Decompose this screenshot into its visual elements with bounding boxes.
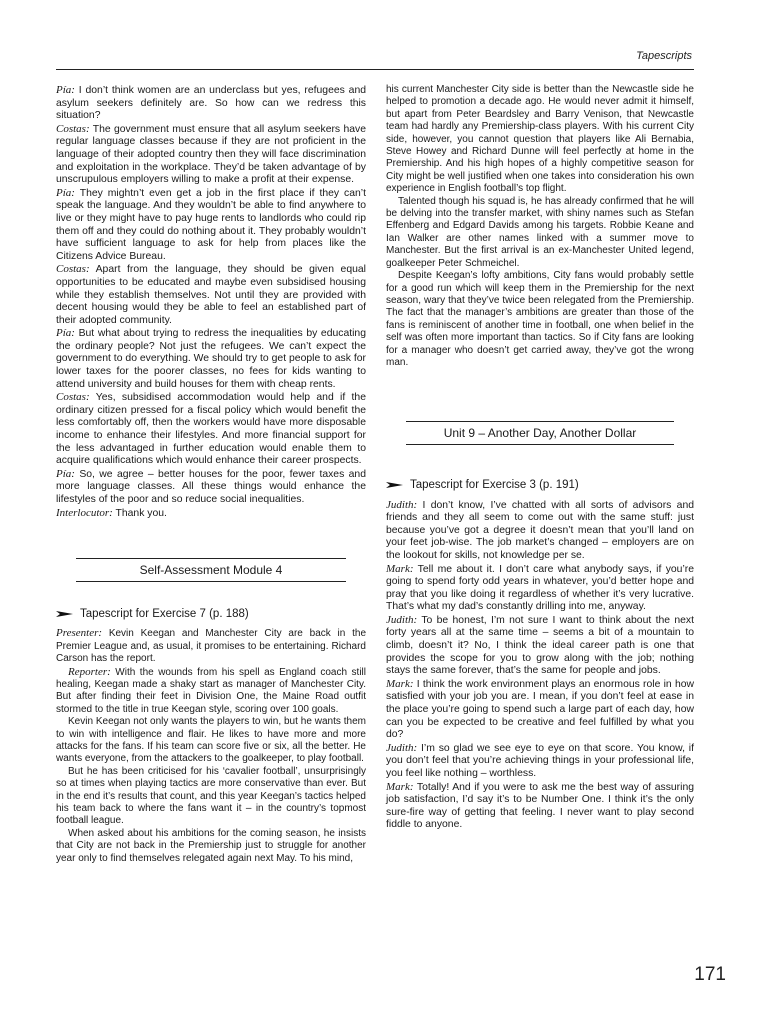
dialogue-line bbox=[56, 327, 366, 391]
news-report-continued bbox=[386, 84, 694, 369]
dialogue-text: So, we agree – better houses for the poor, fewer taxes and more language classes. All these things would enhance the lifestyles of the poor and so reduce social inequalities. bbox=[56, 468, 366, 505]
speaker-label: Mark: bbox=[386, 677, 414, 690]
dialogue-text: The government must ensure that all asylum seekers have regular language classes because if they are not proficient in the language of their adopted country then they will face discrimination and exploitation in the workplace. They’d be taken advantage of by unscrupulous employers willing to make a profit at their expense. bbox=[56, 123, 366, 186]
speaker-label: Mark: bbox=[386, 780, 414, 793]
dialogue-line bbox=[56, 84, 366, 123]
speaker-label: Judith: bbox=[386, 498, 418, 511]
page-number: 171 bbox=[694, 964, 726, 985]
dialogue-line bbox=[386, 499, 694, 563]
speaker-label: Pía: bbox=[56, 84, 75, 96]
paragraph: But he has been criticised for his ‘cavalier football’, unsurprisingly so at times when playing tactics are more conservative than ever. But in the end it’s results that count, and this year Keegan’s tactics helped his team back to where the fans want it – in the country’s topmost football league. bbox=[56, 765, 366, 827]
dialogue-line bbox=[56, 187, 366, 264]
speaker-label: Reporter: bbox=[68, 665, 111, 678]
header-rule bbox=[56, 69, 694, 70]
dialogue-text: I think the work environment plays an enormous role in how satisfied with your job you are. I mean, if you don’t feel at ease in the place you’re going to spend such a large part of each day, how can you be expected to be creative and feel fulfilled by what you do? bbox=[386, 678, 695, 741]
speaker-label: Pía: bbox=[56, 467, 75, 480]
dialogue-line bbox=[56, 123, 366, 187]
arrow-right-icon bbox=[56, 610, 73, 618]
dialogue-text: Thank you. bbox=[115, 507, 167, 519]
dialogue-line bbox=[386, 678, 694, 742]
arrow-right-icon bbox=[386, 481, 403, 489]
section-title-box bbox=[406, 421, 674, 445]
speaker-label: Costas: bbox=[56, 263, 90, 276]
section-title-box bbox=[76, 558, 346, 582]
section-title: Self-Assessment Module 4 bbox=[139, 563, 283, 578]
dialogue-line bbox=[56, 263, 366, 327]
dialogue-text: They mightn’t even get a job in the first place if they can’t speak the language. And they wouldn’t be able to find anywhere to live or they might have to pay huge rents to landlords who could rip them off and they could do nothing about it. They probably wouldn’t have sufficient language to ask for help from places like the Citizens Advice Bureau. bbox=[56, 187, 367, 262]
paragraph: his current Manchester City side is better than the Newcastle side he helped to promotion a decade ago. He would never admit it himself, but apart from Peter Beardsley and Barry Venison, that Newcastle team had hardly any Premiership-class players. With his current City side, however, you cannot question that players like Ali Bernabia, Steve Howey and Richard Dunne will feel perfectly at home in the Premiership. And his high hopes of a highly competitive season for City might be well justified when one takes into consideration his own experience in English football’s top flight. bbox=[386, 84, 694, 195]
dialogue-text: To be honest, I’m not sure I want to think about the next forty years all at the same time – seems a bit of a mountain to climb, doesn’t it? No, I think the ideal career path is one that provides the scope for you to grow along with the job; nothing stays the same forever, that’s the same for people and jobs. bbox=[386, 614, 694, 677]
paragraph: Kevin Keegan not only wants the players to win, but he wants them to win with intelligence and flair. He likes to have more and more attacks for the fans. If his team can score five or six, all the better. He wants everyone, from the attackers to the goalkeeper, to play football. bbox=[56, 716, 366, 765]
tapescript-heading-text: Tapescript for Exercise 3 (p. 191) bbox=[410, 478, 579, 491]
paragraph: When asked about his ambitions for the coming season, he insists that City are not back in the Premiership just to struggle for another year only to find themselves relegated again next May. To his mind, bbox=[56, 827, 366, 864]
speaker-label: Presenter: bbox=[56, 627, 103, 640]
paragraph: Despite Keegan’s lofty ambitions, City fans would probably settle for a good run which will keep them in the Premiership for the next season, wary that they’ve twice been relegated from the Premiership. The fact that the manager’s ambitions are greater than those of the fans is reminiscent of another time in football, one when belief in the self was often more important than tactics. So if City fans are looking for a manager who doesn’t get carried away, they’ve got the wrong man. bbox=[386, 270, 694, 368]
speaker-label: Pía: bbox=[56, 186, 75, 199]
paragraph: Talented though his squad is, he has already confirmed that he will be delving into the transfer market, with shiny names such as Stefan Effenberg and Edgard Davids among his targets. Robbie Keane and Ian Walker are other names linked with a summer move to Manchester. But the first arrival is an ex-Manchester United legend, goalkeeper Peter Schmeichel. bbox=[386, 195, 694, 269]
presenter-text: Kevin Keegan and Manchester City are back in the Premier League and, as usual, it promises to be entertaining. Richard Carson has the report. bbox=[56, 628, 367, 665]
speaker-label: Interlocutor: bbox=[56, 506, 113, 519]
dialogue-text: Totally! And if you were to ask me the best way of assuring job satisfaction, I’d say it’s to be Number One. I think it’s the only sure-fire way of getting that feeling. I never want to play second fiddle to anyone. bbox=[386, 781, 695, 831]
section-title: Unit 9 – Another Day, Another Dollar bbox=[443, 426, 637, 441]
tapescript-heading bbox=[56, 608, 366, 621]
dialogue-block bbox=[386, 499, 694, 832]
reporter-line bbox=[56, 666, 366, 717]
speaker-label: Mark: bbox=[386, 562, 414, 575]
tapescript-heading-text: Tapescript for Exercise 7 (p. 188) bbox=[80, 607, 249, 620]
presenter-line bbox=[56, 627, 366, 665]
dialogue-block bbox=[56, 84, 366, 520]
dialogue-text: I don’t know, I’ve chatted with all sorts of advisors and friends and they all seem to come out with the same stuff: just because you’ve got a degree it doesn’t mean that you’ll land on your feet job-wise. The job market’s changed – employers are on the lookout for skills, not knowledge per se. bbox=[386, 499, 694, 561]
dialogue-text: Tell me about it. I don’t care what anybody says, if you’re going to spend forty odd years in whatever, you’d better hope and pray that you like doing it regardless of whether it’s very lucrative. That’s what my dad’s constantly drilling into me, anyway. bbox=[386, 563, 695, 613]
dialogue-text: Yes, subsidised accommodation would help and if the ordinary citizen pressed for a fiscal policy which would benefit the less comfortably off, then the workers would have more disposable income to enhance their lifestyles. And more financial support for the less advantaged in further education would enable them to acquire qualifications which would enhance their career prospects. bbox=[56, 392, 366, 467]
speaker-label: Judith: bbox=[386, 741, 418, 754]
reporter-text: With the wounds from his spell as England coach still healing, Keegan made a shaky start as manager of Manchester City. But after finding their feet in Division One, the Maine Road outfit stormed to the title in true Keegan style, scoring over 100 goals. bbox=[56, 666, 366, 715]
dialogue-line bbox=[386, 563, 694, 614]
dialogue-line bbox=[386, 781, 694, 832]
dialogue-text: I don’t think women are an underclass but yes, refugees and asylum seekers definitely are. So how can we redress this situation? bbox=[56, 85, 366, 122]
dialogue-line bbox=[386, 614, 694, 678]
dialogue-text: Apart from the language, they should be given equal opportunities to be educated and maybe even subsidised housing while they establish themselves. Not until they are provided with decent housing would they be able to feel an established part of their adopted community. bbox=[56, 264, 366, 326]
speaker-label: Judith: bbox=[386, 613, 418, 626]
right-column bbox=[386, 84, 694, 832]
speaker-label: Costas: bbox=[56, 122, 90, 135]
dialogue-text: But what about trying to redress the inequalities by educating the ordinary people? Not just the refugees. We can’t expect the government to do everything. We should try to get people to ask for lower taxes for the poorer classes, no fees for kids wanting to attend university and build houses for them with cheap rents. bbox=[56, 328, 366, 390]
news-report bbox=[56, 627, 366, 865]
running-head: Tapescripts bbox=[636, 50, 692, 62]
speaker-label: Costas: bbox=[56, 391, 90, 404]
dialogue-line bbox=[56, 468, 366, 507]
speaker-label: Pía: bbox=[56, 327, 75, 340]
dialogue-text: I’m so glad we see eye to eye on that score. You know, if you don’t feel that you’re achieving things in your professional life, you feel like nothing – worthless. bbox=[386, 742, 694, 779]
tapescript-heading bbox=[386, 479, 694, 492]
dialogue-line bbox=[386, 742, 694, 781]
dialogue-line bbox=[56, 507, 366, 521]
dialogue-line bbox=[56, 391, 366, 468]
left-column bbox=[56, 84, 366, 865]
